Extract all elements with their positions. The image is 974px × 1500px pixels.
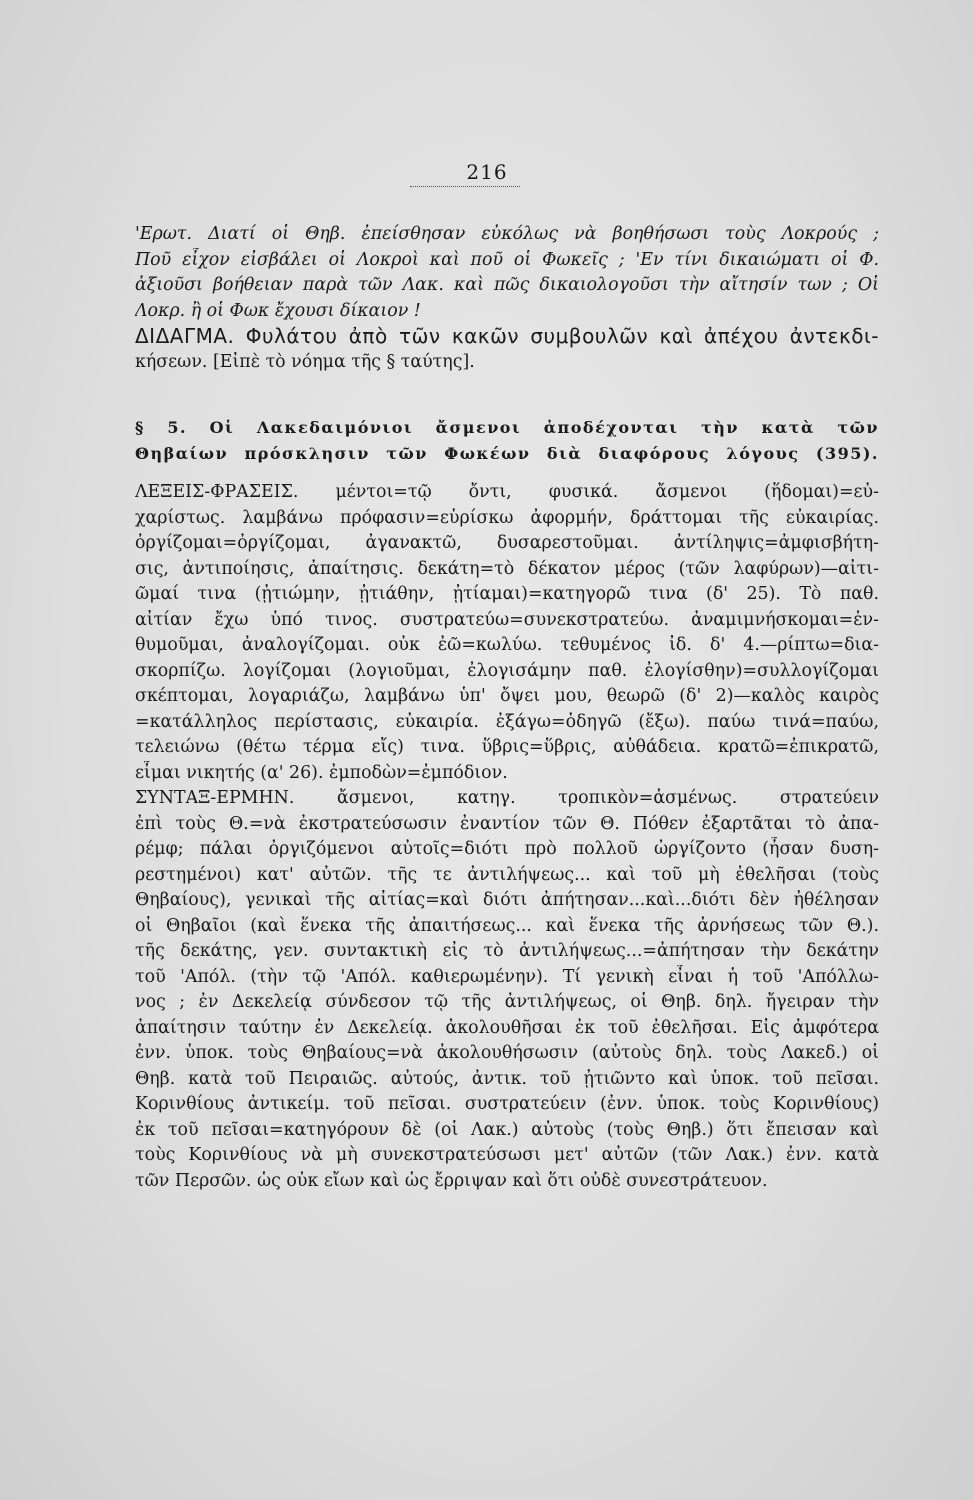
vocabulary-line: ῶμαί τινα (ᾐτιώμην, ᾐτιάθην, ᾐτίαμαι)=κατηγορῶ τινα (δ' 25). Τὸ παθ. xyxy=(135,584,879,604)
vocabulary-line: σις, ἀντιποίησις, ἀπαίτησις. δεκάτη=τὸ δέκατον μέρος (τῶν λαφύρων)—αἰτι- xyxy=(135,558,879,579)
vocabulary-heading-line: ΛΕΞΕΙΣ-ΦΡΑΣΕΙΣ. μέντοι=τῷ ὄντι, φυσικά. ἄσμενοι (ἥδομαι)=εὐ- xyxy=(135,482,879,502)
syntax-line: ἐκ τοῦ πεῖσαι=κατηγόρουν δὲ (οἱ Λακ.) αὐτοὺς (τοὺς Θηβ.) ὅτι ἔπεισαν καὶ xyxy=(135,1119,879,1140)
syntax-line: νος ; ἐν Δεκελείᾳ σύνδεσον τῷ τῆς ἀντιλήψεως, οἱ Θηβ. δηλ. ἤγειραν τὴν xyxy=(135,992,879,1012)
syntax-line: τοὺς Κορινθίους νὰ μὴ συνεκστρατεύσωσι μετ' αὐτῶν (τῶν Λακ.) ἐνν. κατὰ xyxy=(135,1145,879,1165)
page-number: 216 xyxy=(466,160,508,184)
syntax-line: Θηβαίους), γενικαὶ τῆς αἰτίας=καὶ διότι ἀπήτησαν...καὶ...διότι δὲν ἠθέλησαν xyxy=(135,890,879,910)
section-heading: § 5. Οἱ Λακεδαιμόνιοι ἄσμενοι ἀποδέχονται τὴν κατὰ τῶν xyxy=(135,418,879,437)
syntax-heading-line: ΣΥΝΤΑΞ-ΕΡΜΗΝ. ἄσμενοι, κατηγ. τροπικὸν=ἀσμένως. στρατεύειν xyxy=(135,788,879,808)
vocabulary-line: τελειώνω (θέτω τέρμα εἴς) τινα. ὕβρις=ὕβρις, αὐθάδεια. κρατῶ=ἐπικρατῶ, xyxy=(135,737,879,757)
vocabulary-line: ὀργίζομαι=ὀργίζομαι, ἀγανακτῶ, δυσαρεστοῦμαι. ἀντίληψις=ἀμφισβήτη- xyxy=(135,533,879,553)
vocabulary-line: χαρίστως. λαμβάνω πρόφασιν=εὑρίσκω ἀφορμήν, δράττομαι τῆς εὐκαιρίας. xyxy=(135,507,879,528)
syntax-line: οἱ Θηβαῖοι (καὶ ἕνεκα τῆς ἀπαιτήσεως... καὶ ἕνεκα τῆς ἀρνήσεως τῶν Θ.). xyxy=(135,915,879,936)
vocabulary-line: θυμοῦμαι, ἀναλογίζομαι. οὐκ ἐῶ=κωλύω. τεθυμένος ἰδ. δ' 4.—ρίπτω=δια- xyxy=(135,635,879,655)
question-line: 'Ερωτ. Διατί οἱ Θηβ. ἐπείσθησαν εὐκόλως νὰ βοηθήσωσι τοὺς Λοκρούς ; xyxy=(135,224,879,244)
question-line: ἀξιοῦσι βοήθειαν παρὰ τῶν Λακ. καὶ πῶς δικαιολογοῦσι τὴν αἴτησίν των ; Οἱ xyxy=(135,275,879,295)
spacer xyxy=(135,375,879,415)
lesson-heading: ΔΙΔΑΓΜΑ. Φυλάτου ἀπὸ τῶν κακῶν συμβουλῶν καὶ ἀπέχου ἀντεκδι- xyxy=(135,324,879,348)
lesson-line: κήσεων. [Εἰπὲ τὸ νόημα τῆς § ταύτης]. xyxy=(135,351,475,372)
syntax-line: Θηβ. κατὰ τοῦ Πειραιῶς. αὐτούς, ἀντικ. τοῦ ᾐτιῶντο καὶ ὑποκ. τοῦ πεῖσαι. xyxy=(135,1068,879,1089)
page-number-rule xyxy=(410,186,520,187)
syntax-line: Κορινθίους ἀντικείμ. τοῦ πεῖσαι. συστρατεύειν (ἐνν. ὑποκ. τοὺς Κορινθίους) xyxy=(135,1094,879,1114)
syntax-line: τῶν Περσῶν. ὡς οὐκ εἴων καὶ ὡς ἔρριψαν καὶ ὅτι οὐδὲ συνεστράτευον. xyxy=(135,1170,768,1191)
syntax-line: ἐπὶ τοὺς Θ.=νὰ ἐκστρατεύσωσιν ἐναντίον τῶν Θ. Πόθεν ἐξαρτᾶται τὸ ἀπα- xyxy=(135,813,879,834)
spacer xyxy=(135,466,879,480)
syntax-line: ἐνν. ὑποκ. τοὺς Θηβαίους=νὰ ἀκολουθήσωσιν (αὐτοὺς δηλ. τοὺς Λακεδ.) οἱ xyxy=(135,1043,879,1063)
syntax-line: τοῦ 'Απόλ. (τὴν τῷ 'Απόλ. καθιερωμένην). Τί γενικὴ εἶναι ἡ τοῦ 'Απόλλω- xyxy=(135,966,879,987)
vocabulary-line: =κατάλληλος περίστασις, εὐκαιρία. ἐξάγω=ὁδηγῶ (ἔξω). παύω τινά=παύω, xyxy=(135,711,879,732)
vocabulary-line: σκέπτομαι, λογαριάζω, λαμβάνω ὑπ' ὄψει μου, θεωρῶ (δ' 2)—καλὸς καιρὸς xyxy=(135,686,879,706)
section-heading: Θηβαίων πρόσκλησιν τῶν Φωκέων διὰ διαφόρους λόγους (395). xyxy=(135,443,879,463)
vocabulary-line: εἶμαι νικητής (α' 26). ἐμποδὼν=ἐμπόδιον. xyxy=(135,762,508,783)
syntax-line: ἀπαίτησιν ταύτην ἐν Δεκελείᾳ. ἀκολουθῆσαι ἐκ τοῦ ἐθελῆσαι. Εἰς ἀμφότερα xyxy=(135,1017,879,1038)
syntax-line: τῆς δεκάτης, γεν. συντακτικὴ εἰς τὸ ἀντιλήψεως...=ἀπήτησαν τὴν δεκάτην xyxy=(135,941,879,961)
syntax-line: ρεστημένοι) κατ' αὐτῶν. τῆς τε ἀντιλήψεως... καὶ τοῦ μὴ ἐθελῆσαι (τοὺς xyxy=(135,864,879,885)
vocabulary-line: σκορπίζω. λογίζομαι (λογιοῦμαι, ἐλογισάμην παθ. ἐλογίσθην)=συλλογίζομαι xyxy=(135,660,879,681)
page-body xyxy=(135,222,879,1194)
question-line: Ποῦ εἶχον εἰσβάλει οἱ Λοκροὶ καὶ ποῦ οἱ Φωκεῖς ; 'Εν τίνι δικαιώματι οἱ Φ. xyxy=(135,249,879,270)
vocabulary-line: αἰτίαν ἔχω ὑπό τινος. συστρατεύω=συνεκστρατεύω. ἀναμιμνήσκομαι=ἐν- xyxy=(135,609,879,630)
syntax-line: ρέμφ; πάλαι ὀργιζόμενοι αὐτοῖς=διότι πρὸ πολλοῦ ὠργίζοντο (ἦσαν δυση- xyxy=(135,839,879,859)
question-line: Λοκρ. ἢ οἱ Φωκ ἔχουσι δίκαιον ! xyxy=(135,300,421,321)
